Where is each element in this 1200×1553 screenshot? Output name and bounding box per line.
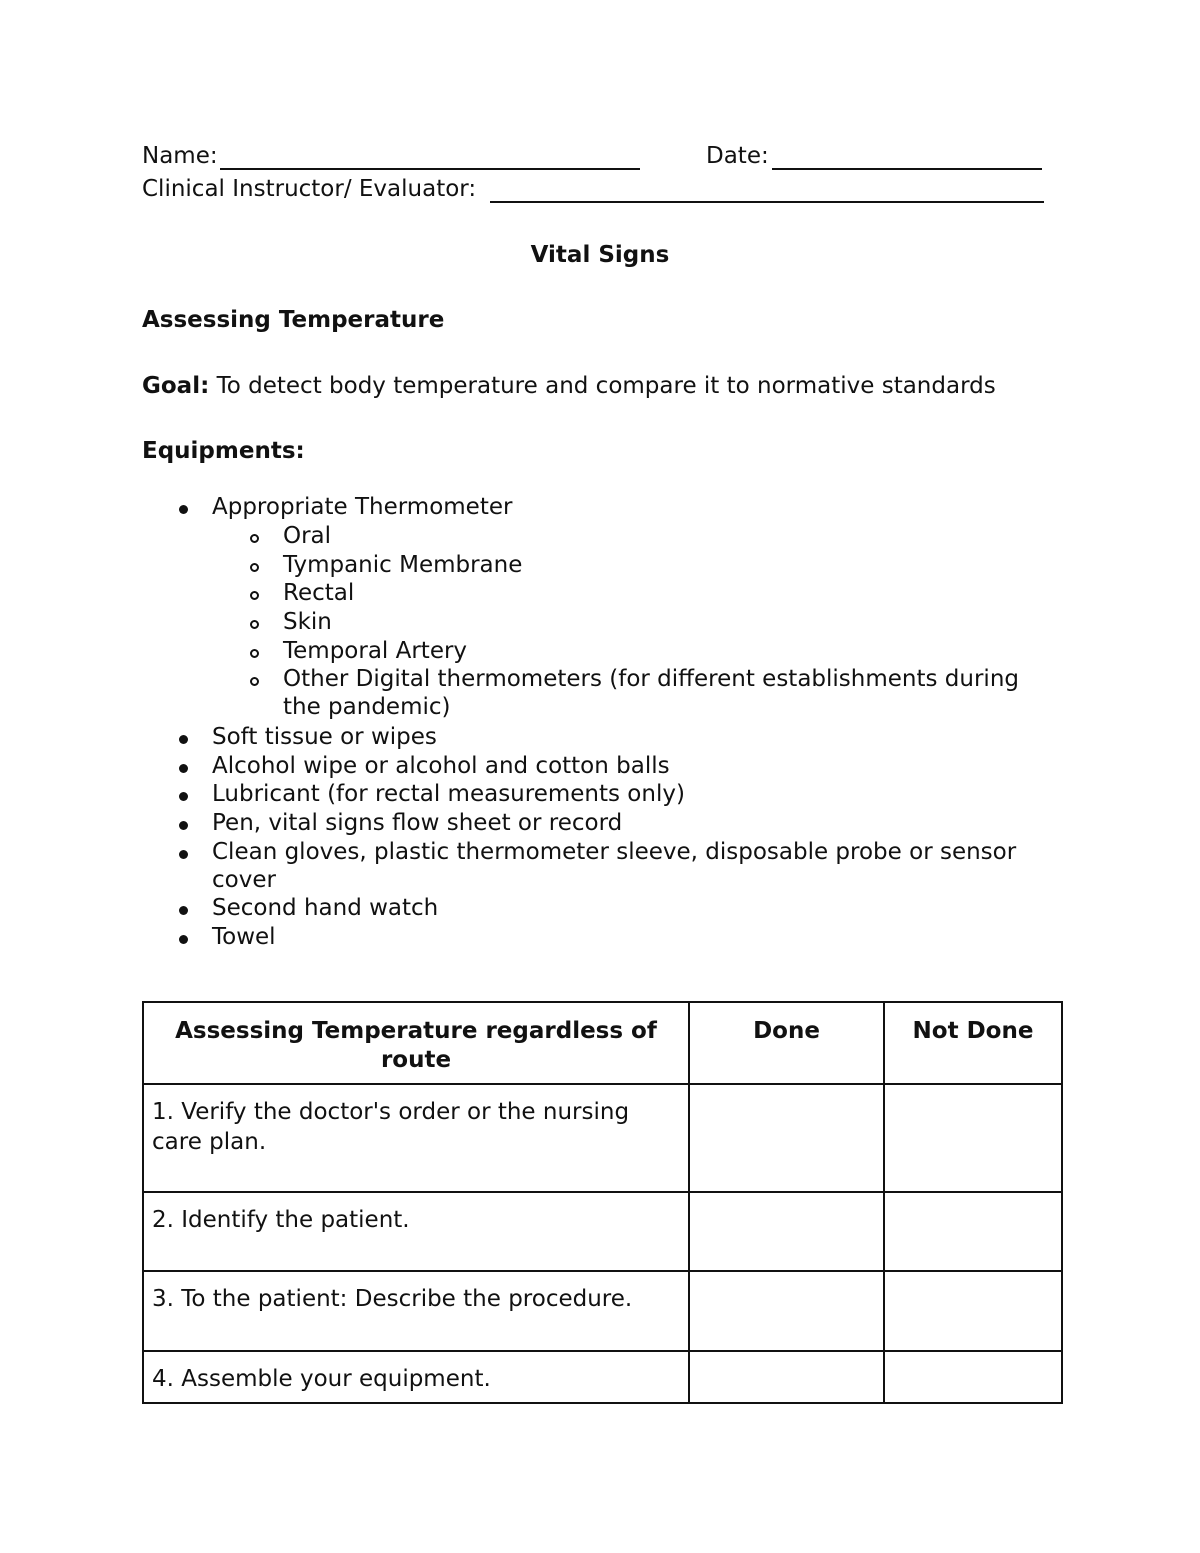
- not-done-cell[interactable]: [884, 1351, 1062, 1403]
- bullet-icon: [179, 792, 188, 801]
- not-done-cell[interactable]: [884, 1271, 1062, 1351]
- sub-list-item: Other Digital thermometers (for different establishments during: [283, 666, 1019, 692]
- header-done: Done: [689, 1002, 884, 1084]
- bullet-icon: [179, 935, 188, 944]
- step-cell: 3. To the patient: Describe the procedure.: [143, 1271, 689, 1351]
- table-row: [143, 1084, 1062, 1192]
- step-cell: 4. Assemble your equipment.: [143, 1351, 689, 1403]
- bullet-icon: [179, 764, 188, 773]
- not-done-cell[interactable]: [884, 1084, 1062, 1192]
- header-step: Assessing Temperature regardless of route: [143, 1002, 689, 1084]
- sub-list-item: Skin: [283, 609, 332, 635]
- goal-label: Goal:: [142, 373, 210, 399]
- circle-bullet-icon: [250, 563, 259, 572]
- table-header-row: [143, 1002, 1062, 1084]
- instructor-label: Clinical Instructor/ Evaluator:: [142, 176, 477, 202]
- section-title: Assessing Temperature: [142, 307, 445, 333]
- done-cell[interactable]: [689, 1084, 884, 1192]
- done-cell[interactable]: [689, 1192, 884, 1271]
- list-item: Clean gloves, plastic thermometer sleeve, disposable probe or sensor: [212, 839, 1017, 865]
- name-label: Name:: [142, 143, 218, 169]
- step-cell: 1. Verify the doctor's order or the nursing care plan.: [143, 1084, 689, 1192]
- instructor-field-line[interactable]: [490, 201, 1044, 203]
- done-cell[interactable]: [689, 1351, 884, 1403]
- checklist-table: [142, 1001, 1063, 1404]
- sub-list-item: Temporal Artery: [283, 638, 468, 664]
- bullet-icon: [179, 821, 188, 830]
- header-not-done: Not Done: [884, 1002, 1062, 1084]
- bullet-icon: [179, 735, 188, 744]
- list-item-continued: cover: [212, 867, 276, 893]
- sub-list-item: Tympanic Membrane: [283, 552, 523, 578]
- table-row: [143, 1271, 1062, 1351]
- equipments-label: Equipments:: [142, 438, 305, 464]
- circle-bullet-icon: [250, 534, 259, 543]
- list-item: Soft tissue or wipes: [212, 724, 437, 750]
- name-field-line[interactable]: [220, 168, 640, 170]
- goal-text: To detect body temperature and compare it to normative standards: [209, 373, 996, 399]
- page-title: Vital Signs: [530, 242, 670, 268]
- list-item: Pen, vital signs flow sheet or record: [212, 810, 623, 836]
- bullet-icon: [179, 850, 188, 859]
- list-item: Towel: [212, 924, 276, 950]
- goal-line: [142, 373, 996, 399]
- list-item: Lubricant (for rectal measurements only): [212, 781, 685, 807]
- sub-list-item: Rectal: [283, 580, 355, 606]
- circle-bullet-icon: [250, 620, 259, 629]
- sub-list-item-continued: the pandemic): [283, 694, 451, 720]
- circle-bullet-icon: [250, 591, 259, 600]
- date-field-line[interactable]: [772, 168, 1042, 170]
- sub-list-item: Oral: [283, 523, 332, 549]
- circle-bullet-icon: [250, 649, 259, 658]
- step-cell: 2. Identify the patient.: [143, 1192, 689, 1271]
- done-cell[interactable]: [689, 1271, 884, 1351]
- table-row: [143, 1351, 1062, 1403]
- list-item: Alcohol wipe or alcohol and cotton balls: [212, 753, 670, 779]
- bullet-icon: [179, 906, 188, 915]
- circle-bullet-icon: [250, 677, 259, 686]
- list-item: Appropriate Thermometer: [212, 494, 513, 520]
- table-row: [143, 1192, 1062, 1271]
- date-label: Date:: [706, 143, 769, 169]
- list-item: Second hand watch: [212, 895, 439, 921]
- bullet-icon: [179, 505, 188, 514]
- not-done-cell[interactable]: [884, 1192, 1062, 1271]
